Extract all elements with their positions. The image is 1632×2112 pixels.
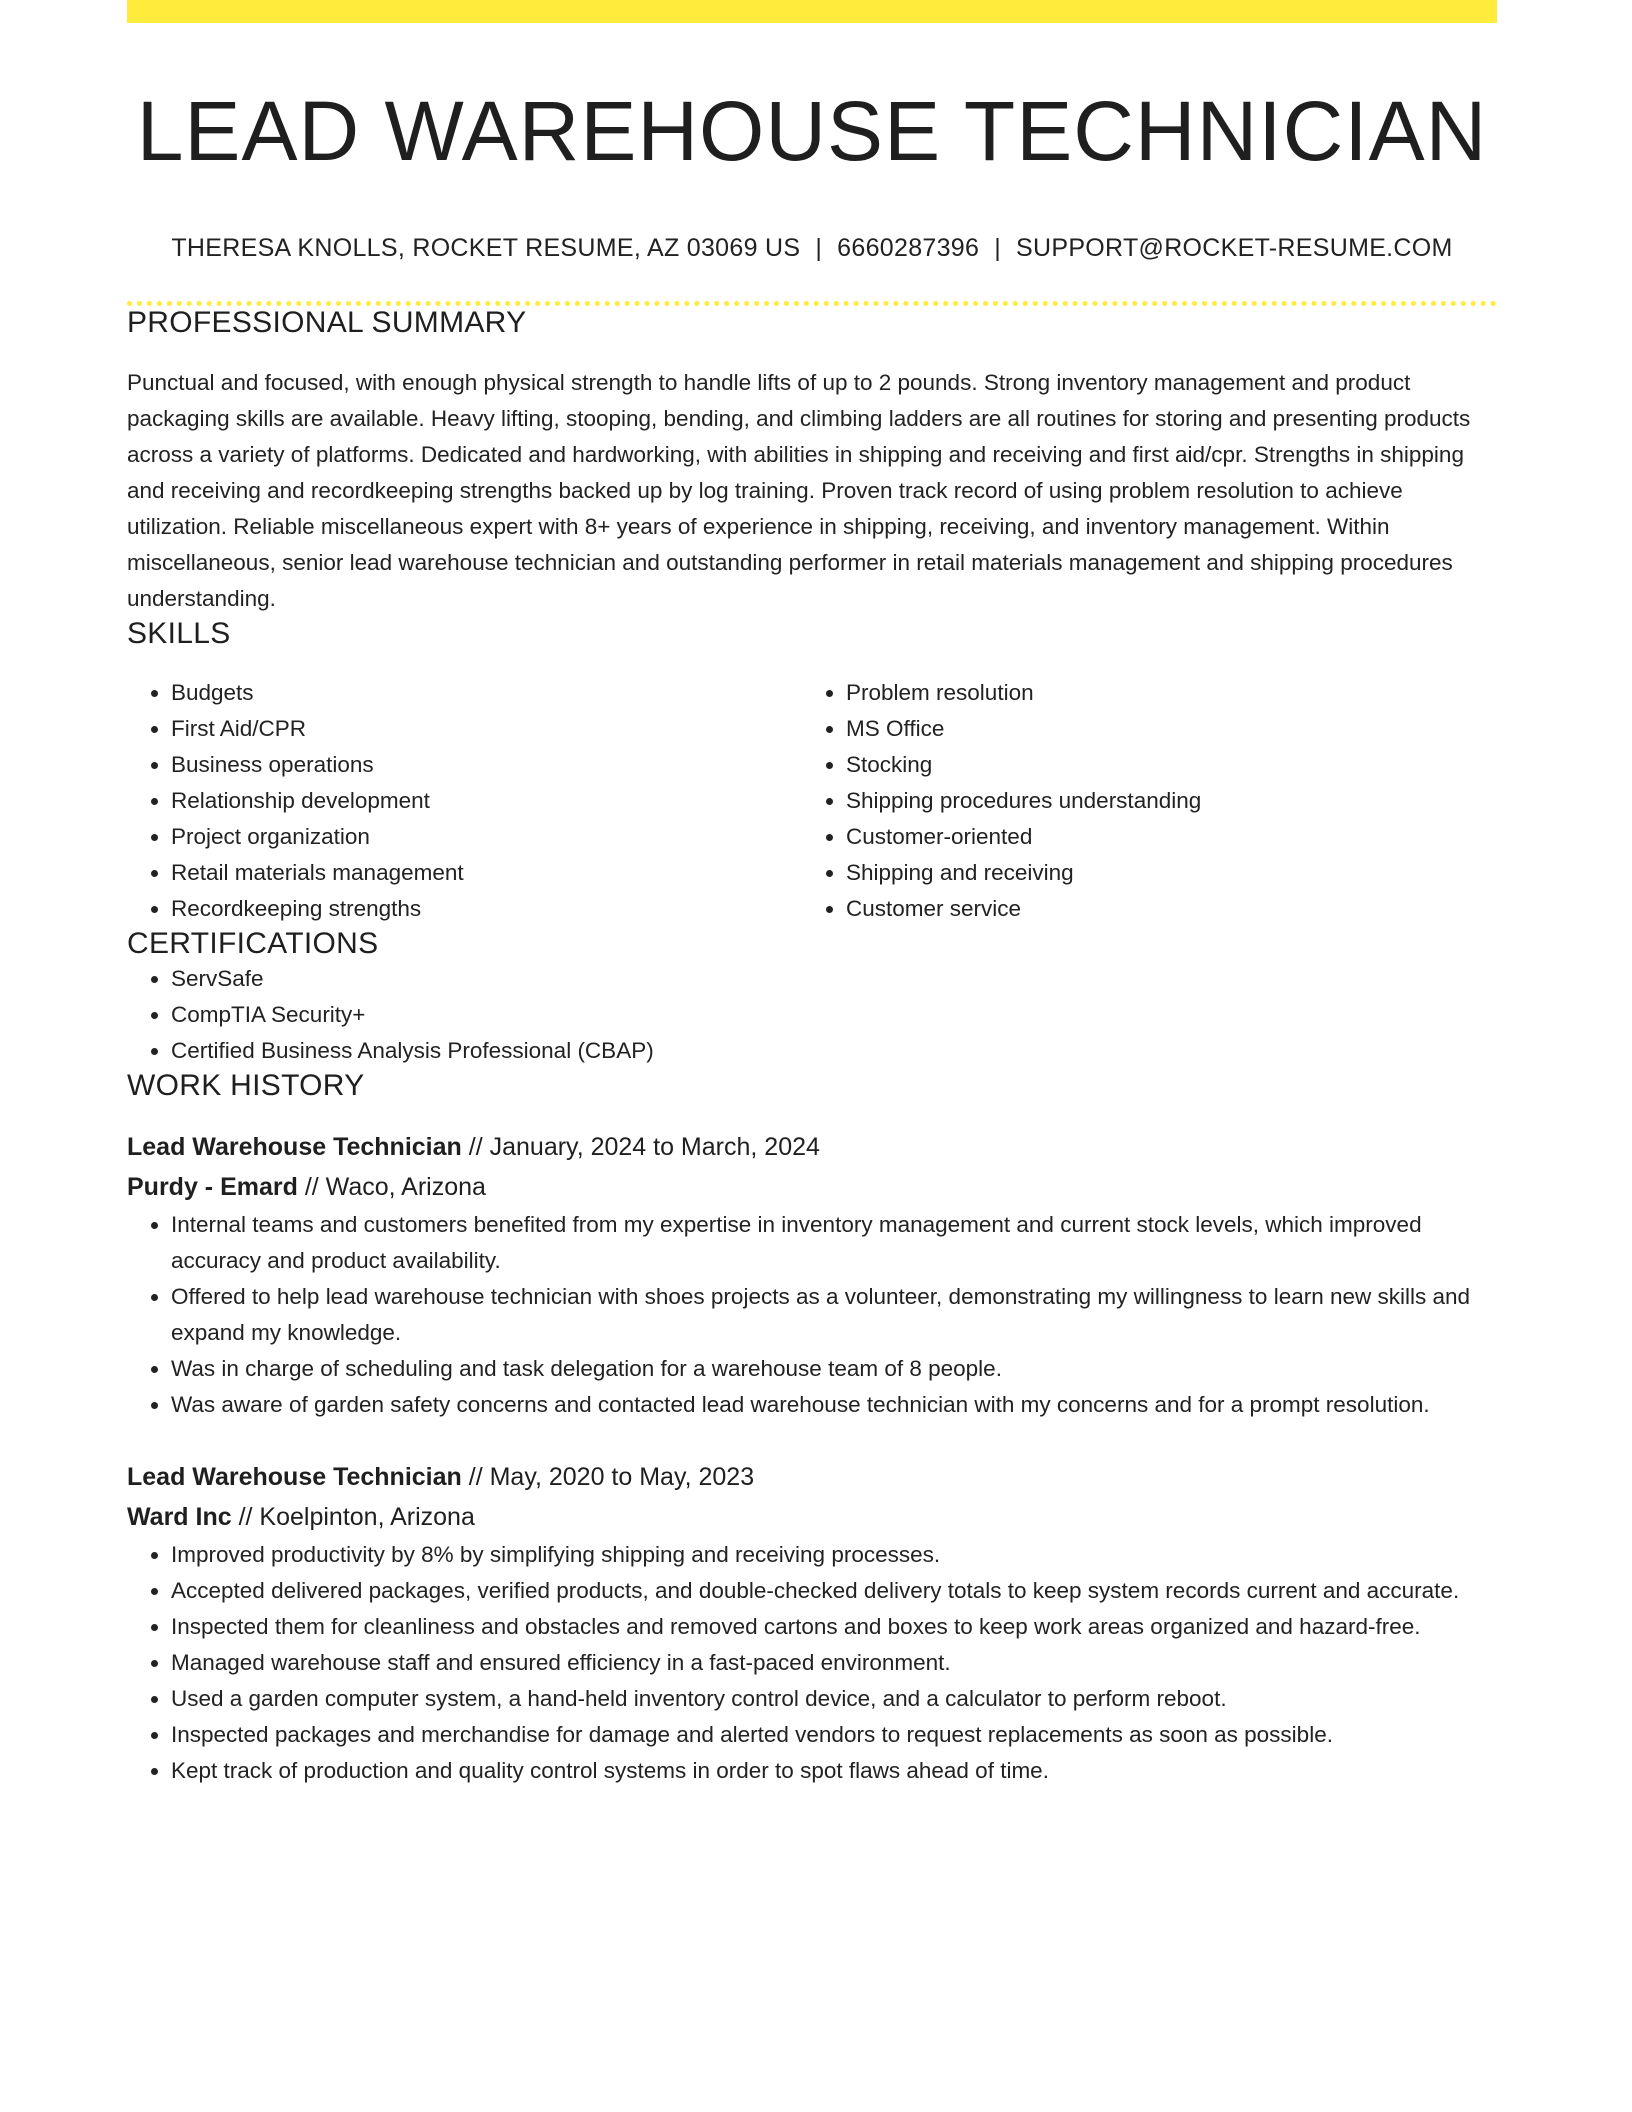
contact-email: SUPPORT@ROCKET-RESUME.COM	[1016, 234, 1453, 263]
skill-item: • Customer service	[846, 891, 1477, 927]
job-title: Lead Warehouse Technician	[127, 1133, 462, 1162]
job-bullet: • Offered to help lead warehouse technician with shoes projects as a volunteer, demonstrating my willingness to learn new skills and expand my knowledge.	[171, 1279, 1497, 1351]
contact-separator: |	[815, 234, 823, 263]
skill-item: • Customer-oriented	[846, 819, 1477, 855]
job-title-line	[127, 1127, 1497, 1167]
skill-item: • Retail materials management	[171, 855, 802, 891]
resume-title: LEAD WAREHOUSE TECHNICIAN	[136, 84, 1488, 178]
skill-item: • First Aid/CPR	[171, 711, 802, 747]
skill-item: • Stocking	[846, 747, 1477, 783]
job-dates: // May, 2020 to May, 2023	[468, 1463, 755, 1492]
job-company-line	[127, 1497, 1497, 1537]
job-bullet: • Inspected them for cleanliness and obstacles and removed cartons and boxes to keep work areas organized and hazard-free.	[171, 1609, 1497, 1645]
job-bullet: • Kept track of production and quality control systems in order to spot flaws ahead of time.	[171, 1753, 1497, 1789]
job-bullet: • Was in charge of scheduling and task delegation for a warehouse team of 8 people.	[171, 1351, 1497, 1387]
job-location: // Koelpinton, Arizona	[238, 1503, 475, 1532]
certification-item: • ServSafe	[171, 961, 1497, 997]
job-title: Lead Warehouse Technician	[127, 1463, 462, 1492]
contact-separator: |	[994, 234, 1002, 263]
job-bullet: • Internal teams and customers benefited from my expertise in inventory management and current stock levels, which improved accuracy and product availability.	[171, 1207, 1497, 1279]
job-company: Purdy - Emard	[127, 1173, 298, 1202]
resume-page	[127, 0, 1497, 1789]
skill-item: • Recordkeeping strengths	[171, 891, 802, 927]
contact-phone: 6660287396	[837, 234, 980, 263]
job-bullets	[127, 1537, 1497, 1789]
job-company-line	[127, 1167, 1497, 1207]
certifications-heading: CERTIFICATIONS	[127, 927, 379, 961]
skill-item: • Relationship development	[171, 783, 802, 819]
contact-address: THERESA KNOLLS, ROCKET RESUME, AZ 03069 US	[171, 234, 801, 263]
job-bullet: • Used a garden computer system, a hand-held inventory control device, and a calculator to perform reboot.	[171, 1681, 1497, 1717]
skill-item: • Shipping procedures understanding	[846, 783, 1477, 819]
job-entry	[127, 1127, 1497, 1423]
skills-list-right	[802, 675, 1477, 927]
work-history-heading: WORK HISTORY	[127, 1069, 365, 1103]
job-bullet: • Was aware of garden safety concerns and contacted lead warehouse technician with my concerns and for a prompt resolution.	[171, 1387, 1497, 1423]
skills-column-left	[127, 675, 802, 927]
skill-item: • Project organization	[171, 819, 802, 855]
job-company: Ward Inc	[127, 1503, 232, 1532]
skill-item: • Problem resolution	[846, 675, 1477, 711]
skills-column-right	[802, 675, 1477, 927]
skills-heading: SKILLS	[127, 617, 231, 651]
skill-item: • Budgets	[171, 675, 802, 711]
job-bullet: • Inspected packages and merchandise for damage and alerted vendors to request replacements as soon as possible.	[171, 1717, 1497, 1753]
job-title-line	[127, 1457, 1497, 1497]
certifications-list	[127, 961, 1497, 1069]
skills-grid	[127, 675, 1497, 927]
job-entry	[127, 1457, 1497, 1789]
job-bullet: • Accepted delivered packages, verified products, and double-checked delivery totals to keep system records current and accurate.	[171, 1573, 1497, 1609]
job-bullet: • Improved productivity by 8% by simplifying shipping and receiving processes.	[171, 1537, 1497, 1573]
summary-heading: PROFESSIONAL SUMMARY	[127, 306, 527, 340]
skills-list-left	[127, 675, 802, 927]
skill-item: • Business operations	[171, 747, 802, 783]
job-location: // Waco, Arizona	[304, 1173, 486, 1202]
job-dates: // January, 2024 to March, 2024	[468, 1133, 820, 1162]
certification-item: • Certified Business Analysis Professional (CBAP)	[171, 1033, 1497, 1069]
accent-top-bar	[127, 0, 1497, 23]
job-bullet: • Managed warehouse staff and ensured efficiency in a fast-paced environment.	[171, 1645, 1497, 1681]
skill-item: • MS Office	[846, 711, 1477, 747]
skill-item: • Shipping and receiving	[846, 855, 1477, 891]
summary-text: Punctual and focused, with enough physical strength to handle lifts of up to 2 pounds. Strong inventory management and product packaging skills are available. Heavy lifting, stooping, bending, and climbing ladders are all routines for storing and presenting products across a variety of platforms. Dedicated and hardworking, with abilities in shipping and receiving and first aid/cpr. Strengths in shipping and receiving and recordkeeping strengths backed up by log training. Proven track record of using problem resolution to achieve utilization. Reliable miscellaneous expert with 8+ years of experience in shipping, receiving, and inventory management. Within miscellaneous, senior lead warehouse technician and outstanding performer in retail materials management and shipping procedures understanding.	[127, 370, 1471, 612]
certification-item: • CompTIA Security+	[171, 997, 1497, 1033]
job-bullets	[127, 1207, 1497, 1423]
contact-line	[127, 234, 1497, 263]
